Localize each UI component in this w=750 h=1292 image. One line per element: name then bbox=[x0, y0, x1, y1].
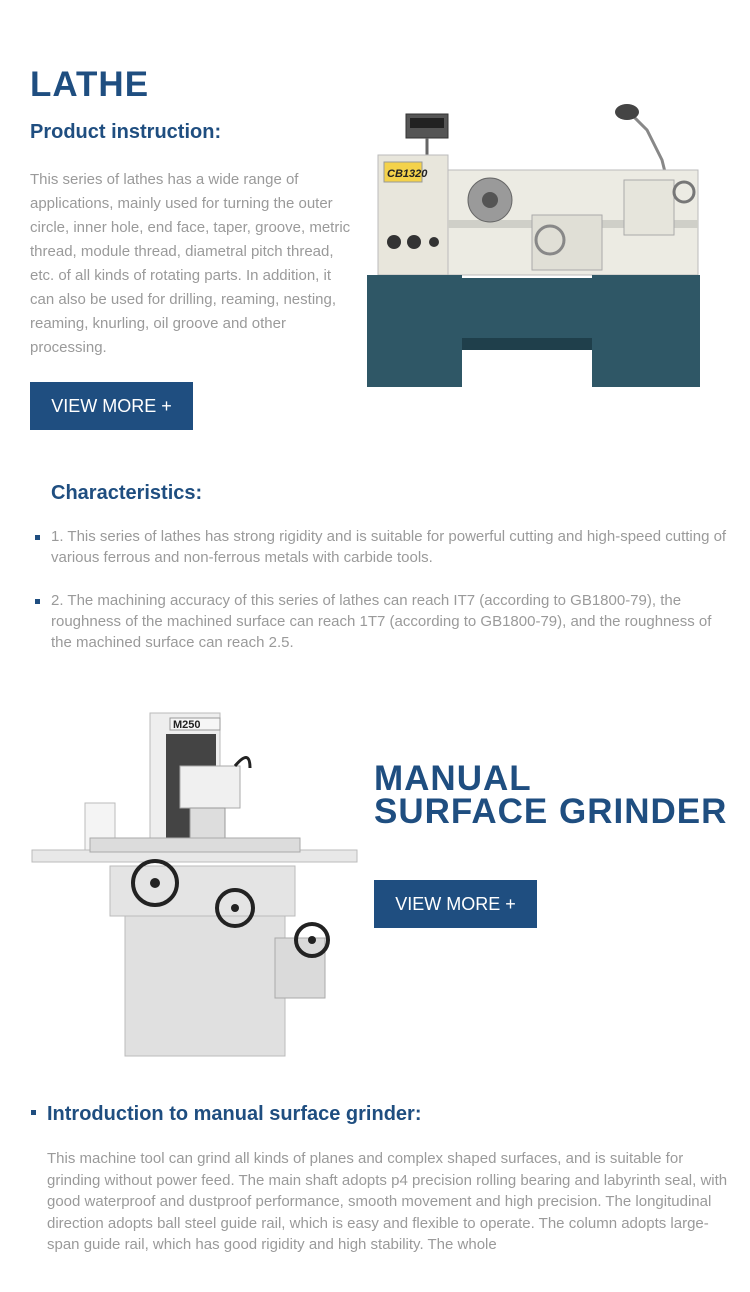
introduction-title: Introduction to manual surface grinder: bbox=[47, 1103, 422, 1125]
lathe-image bbox=[362, 100, 707, 395]
lathe-description: This series of lathes has a wide range of applications, mainly used for turning the outer circle, inner hole, end face, taper, groove, metric thread, module thread, diametral pitch thread, etc. of all kinds of rotating parts. In addition, it can also be used for drilling, reaming, nesting, reaming, knurling, oil groove and other processing. bbox=[30, 171, 351, 356]
bullet-square-icon bbox=[35, 599, 40, 604]
bullet-square-icon bbox=[31, 1110, 36, 1115]
lathe-model-label: CB1320 bbox=[387, 168, 428, 180]
grinder-title-line1: MANUAL bbox=[374, 759, 532, 798]
characteristic-item: 2. The machining accuracy of this series of lathes can reach IT7 (according to GB1800-79), the roughness of the machined surface can reach 1T7 (according to GB1800-79), and the roughness of the machined surface can reach 2.5. bbox=[51, 592, 712, 651]
bullet-square-icon bbox=[35, 535, 40, 540]
lathe-subtitle: Product instruction: bbox=[30, 121, 222, 143]
characteristic-item: 1. This series of lathes has strong rigidity and is suitable for powerful cutting and high-speed cutting of various ferrous and non-ferrous metals with carbide tools. bbox=[51, 528, 727, 566]
grinder-title-line2: SURFACE GRINDER bbox=[374, 792, 728, 831]
lathe-title: LATHE bbox=[30, 65, 150, 104]
grinder-view-more-button[interactable]: VIEW MORE + bbox=[374, 880, 537, 928]
characteristics-title: Characteristics: bbox=[51, 482, 203, 504]
lathe-view-more-button[interactable]: VIEW MORE + bbox=[30, 382, 193, 430]
grinder-image bbox=[30, 708, 360, 1060]
introduction-text: This machine tool can grind all kinds of planes and complex shaped surfaces, and is suitable for grinding without power feed. The main shaft adopts p4 precision rolling bearing and labyrinth seal, with good waterproof and dustproof performance, smooth movement and high precision. The longitudinal direction adopts ball steel guide rail, which is easy and flexible to operate. The column adopts large-span guide rail, which has good rigidity and high stability. The whole bbox=[47, 1150, 728, 1253]
grinder-model-label: M250 bbox=[173, 719, 201, 731]
